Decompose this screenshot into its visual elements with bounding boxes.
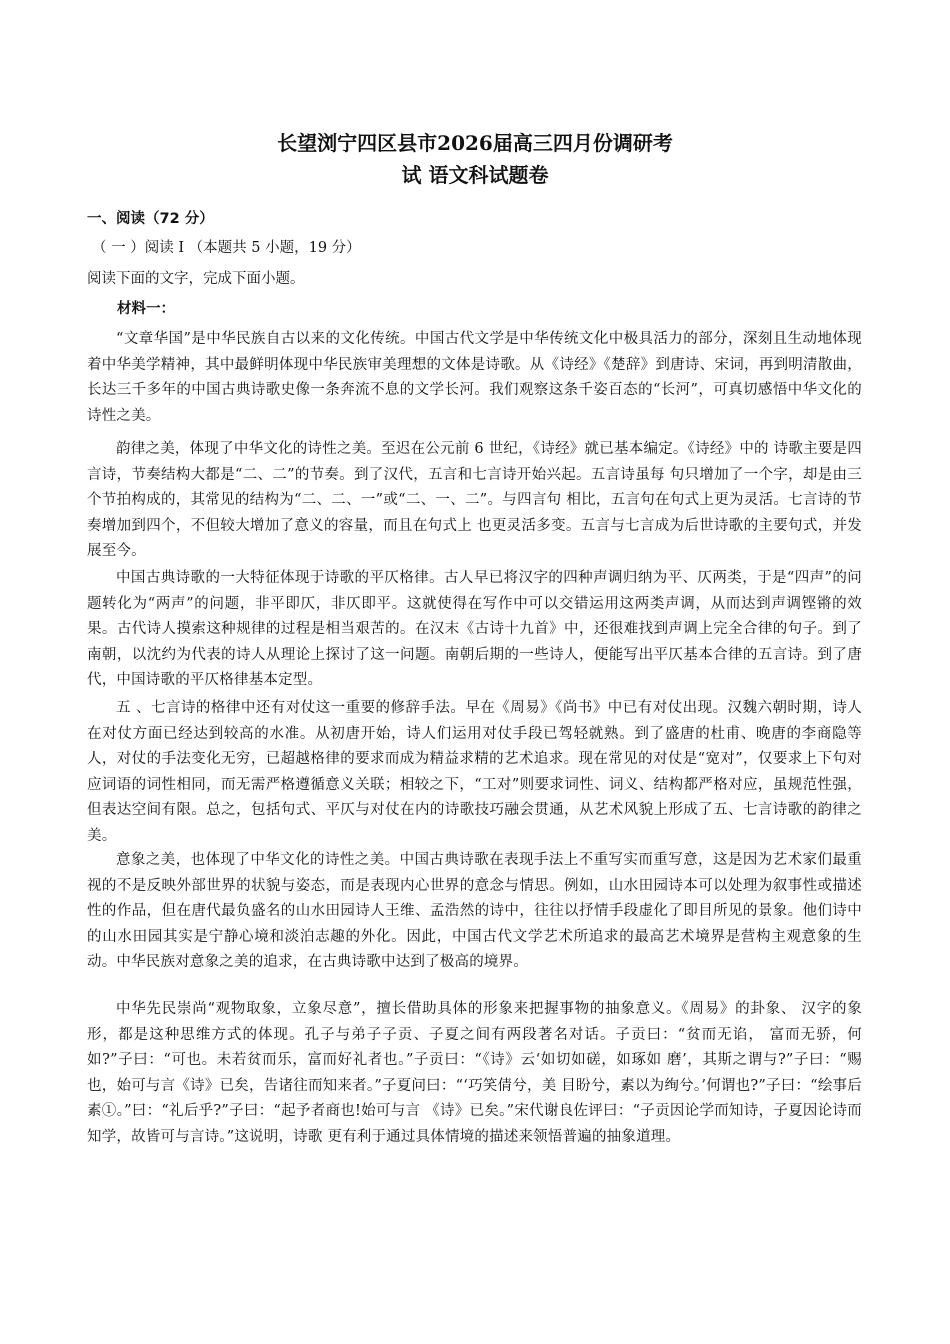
passage-paragraph-1: “文章华国”是中华民族自古以来的文化传统。中国古代文学是中华传统文化中极具活力的部分，深刻且生动地体现着中华美学精神，其中最鲜明体现中华民族审美理想的文体是诗歌。从《诗经》《楚辞》到唐诗、宋词，再到明清散曲，长达三千多年的中国古典诗歌史像一条奔流不息的文学长河。我们观察这条千姿百态的“长河”，可真切感悟中华文化的诗性之美。 [87, 331, 862, 424]
passage-paragraph-5: 意象之美，也体现了中华文化的诗性之美。中国古典诗歌在表现手法上不重写实而重写意，这是因为艺术家们最重视的不是反映外部世界的状貌与姿态，而是表现内心世界的意念与情思。例如，山水田园诗本可以处理为叙事性或描述性的作品，但在唐代最负盛名的山水田园诗人王维、孟浩然的诗中，往往以抒情手段虚化了即目所见的景象。他们诗中的山水田园其实是宁静心境和淡泊志趣的外化。因此，中国古代文学艺术所追求的最高艺术境界是营构主观意象的生动。中华民族对意象之美的追求，在古典诗歌中达到了极高的境界。 [87, 852, 862, 971]
passage-paragraph-4: 五 、七言诗的格律中还有对仗这一重要的修辞手法。早在《周易》《尚书》中已有对仗出现。汉魏六朝时期，诗人在对仗方面已经达到较高的水准。从初唐开始，诗人们运用对仗手段已驾轻就熟。到了盛唐的杜甫、晚唐的李商隐等人，对仗的手法变化无穷，已超越格律的要求而成为精益求精的艺术追求。现在常见的对仗是“宽对”，仅要求上下句对应词语的词性相同，而无需严格遵循意义关联；相较之下，“工对”则要求词性、词义、结构都严格对应，虽规范性强，但表达空间有限。总之，包括句式、平仄与对仗在内的诗歌技巧融会贯通，从艺术风貌上形成了五、七言诗歌的韵律之美。 [87, 700, 862, 844]
exam-title-line1: 长望浏宁四区县市2026届高三四月份调研考 [277, 131, 673, 155]
section-heading: 一、阅读（72 分） [87, 211, 214, 227]
passage-paragraph-2: 韵律之美，体现了中华文化的诗性之美。至迟在公元前 6 世纪，《诗经》就已基本编定。《诗经》中的 诗歌主要是四言诗，节奏结构大都是“二、二”的节奏。到了汉代，五言和七言诗开始兴起。五言诗虽每 句只增加了一个字，却是由三个节拍构成的，其常见的结构为“二、二、一”或“二、一、二”。与四言句 相比，五言句在句式上更为灵活。七言诗的节奏增加到四个，不但较大增加了意义的容量，而且在句式上 也更灵活多变。五言与七言成为后世诗歌的主要句式，并发展至今。 [87, 441, 862, 560]
reading-subheading: （ 一 ）阅读 I （本题共 5 小题，19 分） [92, 240, 361, 256]
passage-paragraph-3: 中国古典诗歌的一大特征体现于诗歌的平仄格律。古人早已将汉字的四种声调归纳为平、仄两类，于是“四声”的问题转化为“两声”的问题，非平即仄，非仄即平。这就使得在写作中可以交错运用这两类声调，从而达到声调铿锵的效果。古代诗人摸索这种规律的过程是相当艰苦的。在汉末《古诗十九首》中，还很难找到声调上完全合律的句子。到了南朝，以沈约为代表的诗人从理论上探讨了这一问题。南朝后期的一些诗人，便能写出平仄基本合律的五言诗。到了唐代，中国诗歌的平仄格律基本定型。 [87, 570, 862, 689]
reading-instruction: 阅读下面的文字，完成下面小题。 [87, 271, 305, 287]
material-label: 材料一： [117, 301, 175, 317]
passage-paragraph-6: 中华先民崇尚“观物取象，立象尽意”，擅长借助具体的形象来把握事物的抽象意义。《周易》的卦象、 汉字的象形，都是这种思维方式的体现。孔子与弟子子贡、子夏之间有两段著名对话。子贡曰：“贫而无谄， 富而无骄，何如?”子曰：“可也。未若贫而乐，富而好礼者也。”子贡曰：“《诗》云‘如切如磋，如琢如 磨’，其斯之谓与?”子曰：“赐也，始可与言《诗》已矣，告诸往而知来者。”子夏问曰：“‘巧笑倩兮，美 目盼兮，素以为绚兮。’何谓也?”子曰：“绘事后素①。”曰：“礼后乎?”子曰：“起予者商也!始可与言 《诗》已矣。”宋代谢良佐评曰：“子贡因论学而知诗，子夏因论诗而知学，故皆可与言诗。”这说明，诗歌 更有利于通过具体情境的描述来领悟普遍的抽象道理。 [87, 1001, 862, 1145]
exam-title-line2: 试 语文科试题卷 [401, 163, 549, 187]
